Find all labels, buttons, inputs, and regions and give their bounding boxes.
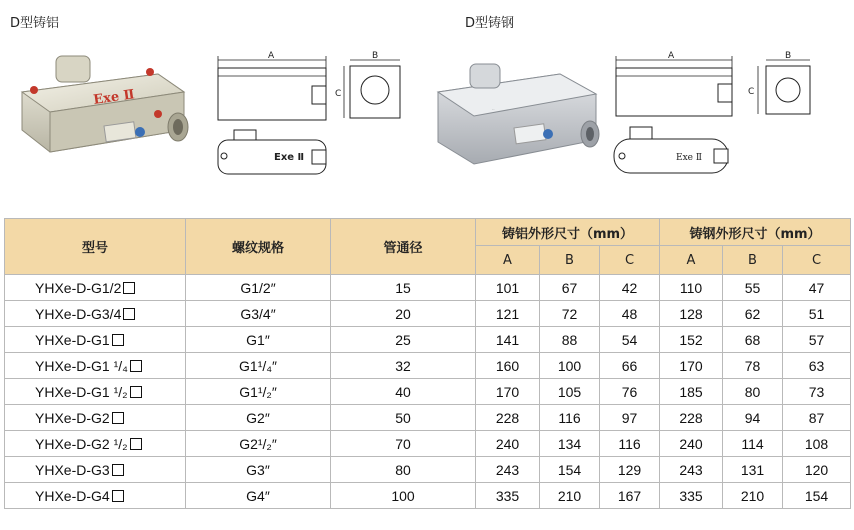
table-row — [5, 353, 851, 379]
aluminum-b-cell: 72 — [540, 301, 600, 327]
placeholder-box-icon — [112, 334, 124, 346]
header-thread: 螺纹规格 — [186, 219, 331, 275]
aluminum-c-cell: 76 — [600, 379, 660, 405]
aluminum-c-cell: 48 — [600, 301, 660, 327]
aluminum-b-cell: 88 — [540, 327, 600, 353]
table-row — [5, 431, 851, 457]
header-aluminum-group: 铸铝外形尺寸（mm） — [476, 219, 660, 246]
model-cell — [5, 483, 186, 509]
thread-cell: G2″ — [186, 405, 331, 431]
steel-b-cell: 131 — [723, 457, 783, 483]
aluminum-a-cell: 228 — [476, 405, 540, 431]
aluminum-a-cell: 121 — [476, 301, 540, 327]
steel-c-cell: 73 — [783, 379, 851, 405]
model-cell — [5, 301, 186, 327]
steel-dimension-drawing — [610, 48, 815, 133]
placeholder-box-icon — [130, 438, 142, 450]
placeholder-box-icon — [112, 412, 124, 424]
steel-a-cell: 185 — [660, 379, 723, 405]
steel-a-cell: 335 — [660, 483, 723, 509]
steel-a-cell: 170 — [660, 353, 723, 379]
steel-b-cell: 68 — [723, 327, 783, 353]
aluminum-cover-label: Exe Ⅱ — [274, 152, 305, 163]
steel-a-cell: 243 — [660, 457, 723, 483]
bore-cell: 100 — [331, 483, 476, 509]
steel-a-cell: 152 — [660, 327, 723, 353]
steel-cover-drawing — [610, 125, 735, 185]
table-header-row — [5, 219, 851, 246]
steel-dim-c: C — [748, 87, 755, 97]
bore-cell: 40 — [331, 379, 476, 405]
bore-cell: 20 — [331, 301, 476, 327]
model-text: YHXe-D-G1/2 — [35, 279, 122, 296]
aluminum-section-title: D型铸铝 — [10, 16, 60, 31]
table-row — [5, 301, 851, 327]
steel-c-cell: 47 — [783, 275, 851, 301]
header-al-b: B — [540, 246, 600, 275]
steel-b-cell: 62 — [723, 301, 783, 327]
aluminum-c-cell: 97 — [600, 405, 660, 431]
model-cell — [5, 457, 186, 483]
steel-cover-label: Exe Ⅱ — [676, 153, 702, 163]
model-text: YHXe-D-G4 — [35, 487, 110, 504]
aluminum-photo-label: Exe Ⅱ — [92, 87, 136, 108]
specification-table — [4, 218, 851, 509]
aluminum-c-cell: 66 — [600, 353, 660, 379]
aluminum-a-cell: 160 — [476, 353, 540, 379]
steel-c-cell: 108 — [783, 431, 851, 457]
model-text: YHXe-D-G1 ¹/₄ — [35, 357, 128, 374]
model-cell — [5, 275, 186, 301]
placeholder-box-icon — [112, 464, 124, 476]
aluminum-c-cell: 54 — [600, 327, 660, 353]
steel-a-cell: 128 — [660, 301, 723, 327]
header-steel-group: 铸钢外形尺寸（mm） — [660, 219, 851, 246]
aluminum-enclosure-photo — [8, 52, 198, 172]
placeholder-box-icon — [112, 490, 124, 502]
aluminum-dim-a: A — [268, 51, 275, 61]
aluminum-b-cell: 134 — [540, 431, 600, 457]
placeholder-box-icon — [123, 282, 135, 294]
steel-c-cell: 63 — [783, 353, 851, 379]
steel-dim-a: A — [668, 51, 675, 61]
table-row — [5, 457, 851, 483]
bore-cell: 80 — [331, 457, 476, 483]
thread-cell: G2¹/₂″ — [186, 431, 331, 457]
model-cell — [5, 431, 186, 457]
aluminum-b-cell: 116 — [540, 405, 600, 431]
table-row — [5, 379, 851, 405]
model-cell — [5, 379, 186, 405]
table-row — [5, 405, 851, 431]
header-bore: 管通径 — [331, 219, 476, 275]
aluminum-dimension-drawing — [212, 48, 407, 138]
header-st-c: C — [783, 246, 851, 275]
steel-b-cell: 78 — [723, 353, 783, 379]
model-text: YHXe-D-G2 — [35, 409, 110, 426]
placeholder-box-icon — [130, 386, 142, 398]
model-cell — [5, 327, 186, 353]
aluminum-b-cell: 105 — [540, 379, 600, 405]
steel-dim-b: B — [785, 51, 792, 61]
aluminum-a-cell: 335 — [476, 483, 540, 509]
header-al-c: C — [600, 246, 660, 275]
steel-a-cell: 110 — [660, 275, 723, 301]
aluminum-c-cell: 116 — [600, 431, 660, 457]
steel-a-cell: 228 — [660, 405, 723, 431]
thread-cell: G3/4″ — [186, 301, 331, 327]
steel-b-cell: 94 — [723, 405, 783, 431]
bore-cell: 25 — [331, 327, 476, 353]
aluminum-b-cell: 154 — [540, 457, 600, 483]
table-row — [5, 327, 851, 353]
steel-section-title: D型铸钢 — [465, 16, 515, 31]
model-text: YHXe-D-G3/4 — [35, 305, 122, 322]
steel-c-cell: 87 — [783, 405, 851, 431]
steel-c-cell: 154 — [783, 483, 851, 509]
model-cell — [5, 353, 186, 379]
steel-enclosure-photo — [430, 60, 605, 178]
table-row — [5, 275, 851, 301]
thread-cell: G3″ — [186, 457, 331, 483]
steel-b-cell: 80 — [723, 379, 783, 405]
aluminum-b-cell: 210 — [540, 483, 600, 509]
bore-cell: 70 — [331, 431, 476, 457]
model-cell — [5, 405, 186, 431]
thread-cell: G1¹/₄″ — [186, 353, 331, 379]
aluminum-a-cell: 240 — [476, 431, 540, 457]
header-st-a: A — [660, 246, 723, 275]
bore-cell: 32 — [331, 353, 476, 379]
bore-cell: 50 — [331, 405, 476, 431]
aluminum-c-cell: 42 — [600, 275, 660, 301]
steel-c-cell: 120 — [783, 457, 851, 483]
aluminum-dim-b: B — [372, 51, 379, 61]
aluminum-a-cell: 141 — [476, 327, 540, 353]
aluminum-b-cell: 100 — [540, 353, 600, 379]
aluminum-c-cell: 129 — [600, 457, 660, 483]
thread-cell: G1/2″ — [186, 275, 331, 301]
aluminum-c-cell: 167 — [600, 483, 660, 509]
aluminum-cover-drawing — [212, 128, 332, 184]
header-al-a: A — [476, 246, 540, 275]
steel-c-cell: 51 — [783, 301, 851, 327]
model-text: YHXe-D-G2 ¹/₂ — [35, 435, 128, 452]
aluminum-dim-c: C — [335, 89, 342, 99]
placeholder-box-icon — [123, 308, 135, 320]
steel-c-cell: 57 — [783, 327, 851, 353]
aluminum-a-cell: 170 — [476, 379, 540, 405]
header-st-b: B — [723, 246, 783, 275]
model-text: YHXe-D-G1 ¹/₂ — [35, 383, 128, 400]
steel-b-cell: 114 — [723, 431, 783, 457]
model-text: YHXe-D-G3 — [35, 461, 110, 478]
steel-photo-label: Exe Ⅱ — [492, 110, 495, 111]
steel-b-cell: 210 — [723, 483, 783, 509]
table-row — [5, 483, 851, 509]
placeholder-box-icon — [130, 360, 142, 372]
aluminum-a-cell: 101 — [476, 275, 540, 301]
steel-b-cell: 55 — [723, 275, 783, 301]
thread-cell: G1″ — [186, 327, 331, 353]
header-model: 型号 — [5, 219, 186, 275]
steel-a-cell: 240 — [660, 431, 723, 457]
model-text: YHXe-D-G1 — [35, 331, 110, 348]
bore-cell: 15 — [331, 275, 476, 301]
aluminum-b-cell: 67 — [540, 275, 600, 301]
thread-cell: G1¹/₂″ — [186, 379, 331, 405]
thread-cell: G4″ — [186, 483, 331, 509]
aluminum-a-cell: 243 — [476, 457, 540, 483]
